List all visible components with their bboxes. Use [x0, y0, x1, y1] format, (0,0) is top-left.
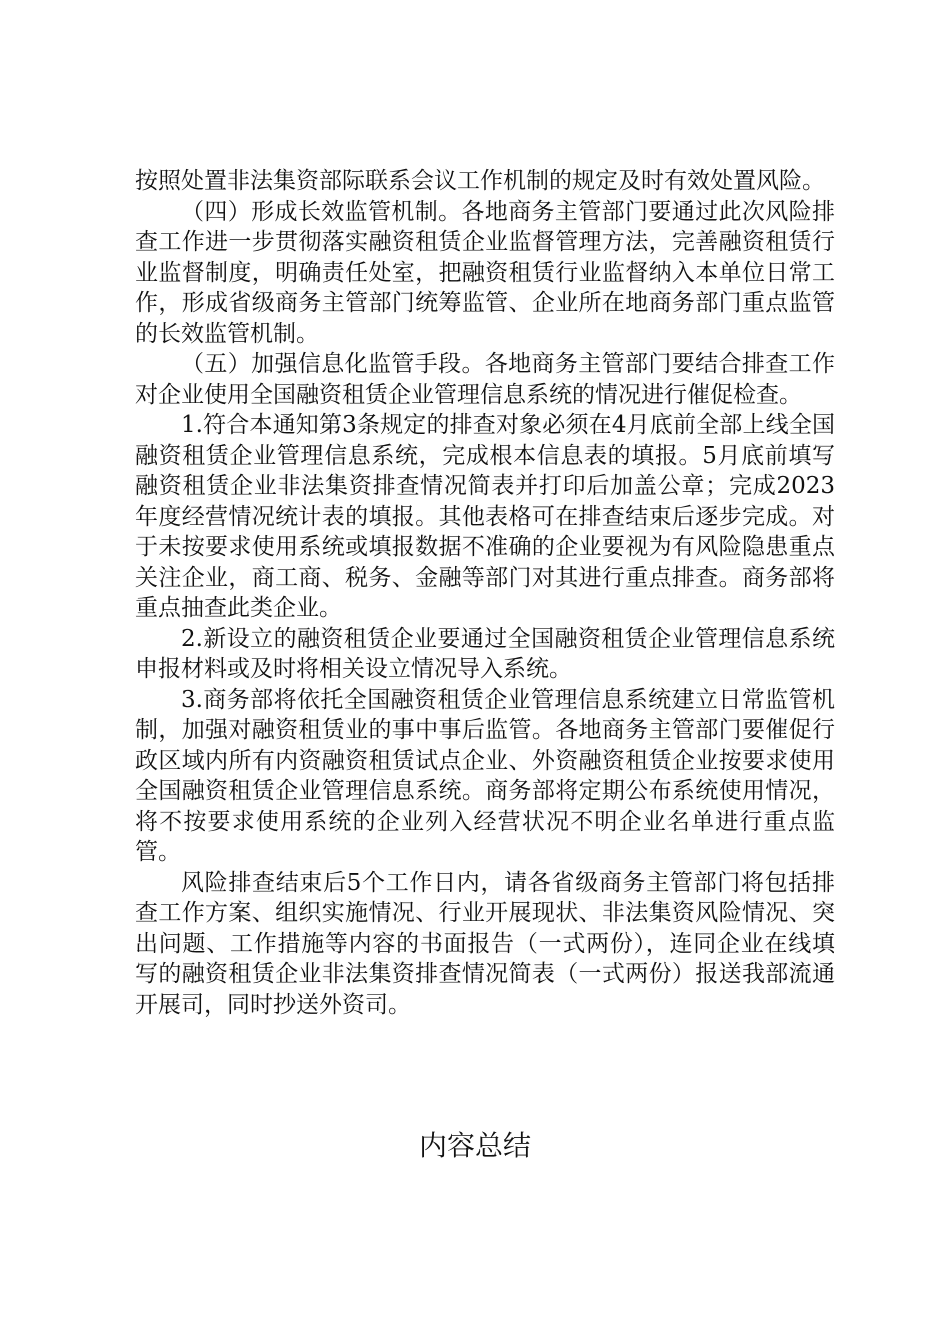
summary-heading: 内容总结 [418, 1129, 531, 1162]
paragraph-item-1: 1.符合本通知第3条规定的排查对象必须在4月底前全部上线全国融资租赁企业管理信息系统，完成根本信息表的填报。5月底前填写融资租赁企业非法集资排查情况简表并打印后加盖公章；完成2023年度经营情况统计表的填报。其他表格可在排查结束后逐步完成。对于未按要求使用系统或填报数据不准确的企业要视为有风险隐患重点关注企业，商工商、税务、金融等部门对其进行重点排查。商务部将重点抽查此类企业。 [135, 412, 835, 621]
paragraph-closing: 风险排查结束后5个工作日内，请各省级商务主管部门将包括排查工作方案、组织实施情况、行业开展现状、非法集资风险情况、突出问题、工作措施等内容的书面报告（一式两份），连同企业在线填写的融资租赁企业非法集资排查情况简表（一式两份）报送我部流通开展司，同时抄送外资司。 [135, 869, 835, 1018]
document-body [135, 166, 835, 1020]
paragraph-section-five: （五）加强信息化监管手段。各地商务主管部门要结合排查工作对企业使用全国融资租赁企业管理信息系统的情况进行催促检查。 [135, 351, 835, 408]
paragraph-item-3: 3.商务部将依托全国融资租赁企业管理信息系统建立日常监管机制，加强对融资租赁业的事中事后监管。各地商务主管部门要催促行政区域内所有内资融资租赁试点企业、外资融资租赁企业按要求使用全国融资租赁企业管理信息系统。商务部将定期公布系统使用情况，将不按要求使用系统的企业列入经营状况不明企业名单进行重点监管。 [135, 686, 835, 865]
paragraph-section-four: （四）形成长效监管机制。各地商务主管部门要通过此次风险排查工作进一步贯彻落实融资租赁企业监督管理方法，完善融资租赁行业监督制度，明确责任处室，把融资租赁行业监督纳入本单位日常工作，形成省级商务主管部门统筹监管、企业所在地商务部门重点监管的长效监管机制。 [135, 198, 835, 347]
paragraph-continuation: 按照处置非法集资部际联系会议工作机制的规定及时有效处置风险。 [135, 168, 825, 194]
paragraph-item-2: 2.新设立的融资租赁企业要通过全国融资租赁企业管理信息系统申报材料或及时将相关设立情况导入系统。 [135, 625, 835, 682]
